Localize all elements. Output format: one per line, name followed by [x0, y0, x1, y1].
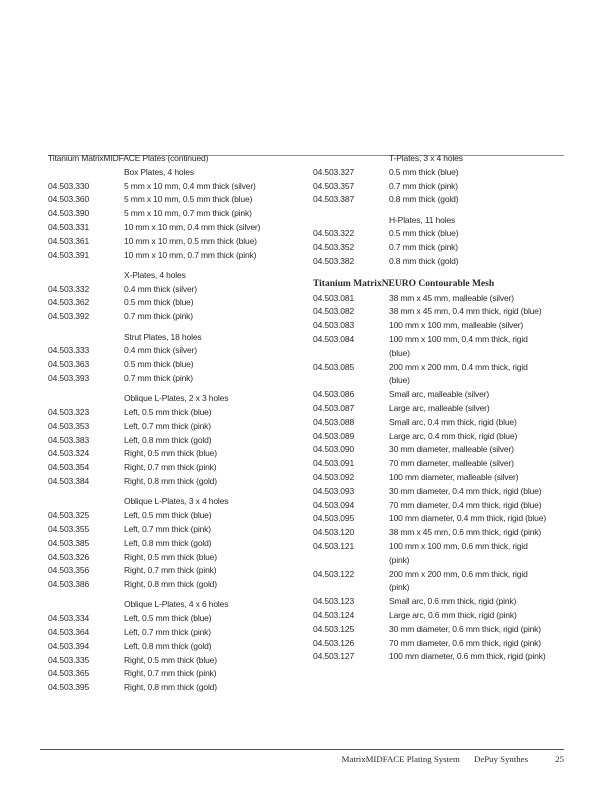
part-number: 04.503.387 [313, 194, 355, 205]
part-description [389, 193, 564, 207]
part-description-line2: (blue) [389, 347, 410, 358]
catalog-row [313, 292, 564, 306]
part-number: 04.503.385 [48, 537, 90, 548]
part-description [389, 416, 564, 430]
part-number: 04.503.323 [48, 407, 90, 418]
catalog-row [313, 388, 564, 402]
part-description [124, 461, 304, 475]
part-description [124, 310, 304, 324]
catalog-row [48, 296, 304, 310]
group-rows [48, 283, 304, 324]
part-description-line1: Right, 0.8 mm thick (gold) [124, 579, 217, 590]
catalog-row [313, 540, 564, 568]
part-number: 04.503.390 [48, 208, 90, 219]
part-number: 04.503.331 [48, 221, 90, 232]
part-description-line1: 0.4 mm thick (silver) [124, 283, 197, 294]
part-description-line1: 100 mm x 100 mm, 0.6 mm thick, rigid [389, 541, 528, 552]
part-number: 04.503.083 [313, 320, 355, 331]
part-number: 04.503.386 [48, 579, 90, 590]
group-rows [48, 612, 304, 695]
part-number: 04.503.127 [313, 651, 355, 662]
part-number: 04.503.126 [313, 637, 355, 648]
group-subtitle: Oblique L-Plates, 4 x 6 holes [124, 599, 229, 610]
part-description [124, 654, 304, 668]
part-description [389, 292, 564, 306]
part-number: 04.503.353 [48, 420, 90, 431]
catalog-row [313, 457, 564, 471]
part-description [389, 305, 564, 319]
part-description-line1: 5 mm x 10 mm, 0.4 mm thick (silver) [124, 180, 256, 191]
product-group [48, 166, 304, 263]
part-description-line1: 0.5 mm thick (blue) [389, 166, 459, 177]
part-number: 04.503.124 [313, 610, 355, 620]
part-description-line1: 200 mm x 200 mm, 0.6 mm thick, rigid [389, 568, 528, 579]
part-description [389, 388, 564, 402]
part-description [124, 372, 304, 386]
part-description-line1: Large arc, malleable (silver) [389, 403, 490, 414]
part-number: 04.503.362 [48, 297, 90, 308]
group-subtitle: Oblique L-Plates, 2 x 3 holes [124, 393, 229, 404]
part-description-line1: 200 mm x 200 mm, 0.4 mm thick, rigid [389, 361, 528, 372]
group-rows [48, 406, 304, 489]
part-description [389, 166, 564, 180]
part-number: 04.503.092 [313, 472, 355, 483]
catalog-row [48, 180, 304, 194]
part-description-line1: Right, 0.5 mm thick (blue) [124, 448, 217, 459]
part-number: 04.503.325 [48, 510, 90, 521]
part-number: 04.503.093 [313, 485, 355, 496]
catalog-row [48, 564, 304, 578]
part-description-line1: Right, 0.7 mm thick (pink) [124, 462, 217, 473]
part-description-line1: 0.4 mm thick (silver) [124, 345, 197, 356]
catalog-row [48, 344, 304, 358]
part-description-line1: Left, 0.8 mm thick (gold) [124, 640, 212, 651]
catalog-row [48, 612, 304, 626]
catalog-row [48, 681, 304, 695]
catalog-row [313, 595, 564, 609]
catalog-row [48, 249, 304, 263]
part-description-line1: 0.5 mm thick (blue) [124, 359, 194, 370]
part-description-line1: Small arc, malleable (silver) [389, 389, 490, 400]
part-description [124, 344, 304, 358]
catalog-row [48, 551, 304, 565]
footer-product-name: MatrixMIDFACE Plating System [341, 754, 460, 764]
catalog-row [48, 221, 304, 235]
part-number: 04.503.327 [313, 166, 355, 177]
part-description [389, 526, 564, 540]
catalog-row [48, 434, 304, 448]
product-group [48, 331, 304, 386]
catalog-row [313, 180, 564, 194]
part-description-line1: 30 mm diameter, 0.6 mm thick, rigid (pink) [389, 623, 541, 634]
part-number: 04.503.091 [313, 458, 355, 469]
part-number: 04.503.094 [313, 499, 355, 510]
catalog-row [48, 310, 304, 324]
part-number: 04.503.088 [313, 416, 355, 427]
part-description-line1: Left, 0.8 mm thick (gold) [124, 434, 212, 445]
catalog-row [48, 578, 304, 592]
page-footer [342, 754, 564, 764]
part-number: 04.503.384 [48, 476, 90, 487]
part-number: 04.503.081 [313, 292, 355, 303]
group-subtitle: Strut Plates, 18 holes [124, 331, 202, 342]
part-description [389, 540, 564, 568]
part-description [124, 640, 304, 654]
catalog-row [48, 358, 304, 372]
product-group [313, 152, 564, 207]
group-rows [313, 227, 564, 268]
part-description-line1: 38 mm x 45 mm, 0.4 mm thick, rigid (blue) [389, 306, 542, 317]
catalog-row [48, 235, 304, 249]
catalog-row [313, 471, 564, 485]
catalog-row [313, 512, 564, 526]
part-number: 04.503.122 [313, 568, 355, 579]
part-description [124, 249, 304, 263]
part-number: 04.503.089 [313, 430, 355, 441]
part-description [389, 361, 564, 389]
catalog-row [48, 420, 304, 434]
part-description-line2: (pink) [389, 582, 410, 593]
catalog-row [313, 416, 564, 430]
part-description-line1: 0.7 mm thick (pink) [124, 372, 193, 383]
part-number: 04.503.363 [48, 359, 90, 370]
part-description [389, 568, 564, 596]
catalog-row [313, 443, 564, 457]
part-number: 04.503.095 [313, 513, 355, 524]
part-number: 04.503.356 [48, 565, 90, 576]
right-column-plate-groups [313, 152, 564, 269]
part-description-line1: 10 mm x 10 mm, 0.4 mm thick (silver) [124, 221, 261, 232]
part-description-line1: 0.7 mm thick (pink) [124, 311, 193, 322]
catalog-row [48, 283, 304, 297]
catalog-row [48, 406, 304, 420]
part-description-line1: 70 mm diameter, malleable (silver) [389, 458, 514, 469]
part-number: 04.503.392 [48, 311, 90, 322]
part-description-line1: Small arc, 0.6 mm thick, rigid (pink) [389, 596, 517, 607]
part-number: 04.503.332 [48, 283, 90, 294]
group-rows [48, 344, 304, 385]
part-number: 04.503.326 [48, 551, 90, 562]
mesh-rows [313, 292, 564, 665]
group-subtitle: T-Plates, 3 x 4 holes [389, 153, 463, 163]
part-description [389, 609, 564, 623]
part-description-line1: 10 mm x 10 mm, 0.5 mm thick (blue) [124, 235, 257, 246]
part-number: 04.503.382 [313, 256, 355, 267]
catalog-row [313, 361, 564, 389]
part-description [389, 255, 564, 269]
part-description [389, 430, 564, 444]
part-description [124, 180, 304, 194]
part-description [124, 434, 304, 448]
catalog-row [48, 193, 304, 207]
part-description [124, 626, 304, 640]
catalog-row [48, 626, 304, 640]
part-description-line1: Large arc, 0.6 mm thick, rigid (pink) [389, 610, 517, 620]
part-description [389, 319, 564, 333]
part-number: 04.503.333 [48, 345, 90, 356]
part-number: 04.503.361 [48, 235, 90, 246]
part-description [124, 358, 304, 372]
part-number: 04.503.335 [48, 654, 90, 665]
part-number: 04.503.355 [48, 523, 90, 534]
part-number: 04.503.364 [48, 627, 90, 637]
part-description-line1: 0.7 mm thick (pink) [389, 180, 458, 191]
group-rows [313, 166, 564, 207]
part-number: 04.503.393 [48, 372, 90, 383]
part-description-line1: 30 mm diameter, 0.4 mm thick, rigid (blue) [389, 485, 542, 496]
catalog-row [48, 523, 304, 537]
part-description-line1: Left, 0.5 mm thick (blue) [124, 613, 212, 624]
part-number: 04.503.395 [48, 682, 90, 693]
footer-brand-name: DePuy Synthes [473, 754, 528, 764]
part-description-line2: (pink) [389, 554, 410, 565]
part-number: 04.503.090 [313, 444, 355, 455]
part-description [124, 509, 304, 523]
right-column [313, 152, 564, 664]
part-description [124, 667, 304, 681]
part-description-line1: 70 mm diameter, 0.4 mm thick, rigid (blue) [389, 499, 542, 510]
part-description [389, 623, 564, 637]
part-description-line1: Small arc, 0.4 mm thick, rigid (blue) [389, 416, 517, 427]
part-description-line1: 100 mm diameter, 0.4 mm thick, rigid (blue) [389, 513, 546, 524]
footer-page-number: 25 [555, 754, 564, 764]
part-number: 04.503.360 [48, 194, 90, 205]
part-description [389, 637, 564, 651]
catalog-row [313, 305, 564, 319]
part-number: 04.503.330 [48, 180, 90, 191]
part-description-line1: 0.5 mm thick (blue) [389, 228, 459, 239]
catalog-row [48, 509, 304, 523]
part-description-line1: Right, 0.8 mm thick (gold) [124, 476, 217, 487]
part-description [124, 235, 304, 249]
part-description-line1: Left, 0.5 mm thick (blue) [124, 407, 212, 418]
catalog-row [48, 207, 304, 221]
group-subtitle: X-Plates, 4 holes [124, 269, 186, 280]
part-number: 04.503.120 [313, 527, 355, 538]
part-description [124, 537, 304, 551]
part-description [389, 241, 564, 255]
product-group [48, 392, 304, 489]
catalog-row [48, 537, 304, 551]
catalog-row [48, 461, 304, 475]
part-description [124, 564, 304, 578]
section-title-neuro-mesh: Titanium MatrixNEURO Contourable Mesh [313, 278, 495, 289]
part-number: 04.503.123 [313, 596, 355, 607]
part-description-line1: 70 mm diameter, 0.6 mm thick, rigid (pink) [389, 637, 541, 648]
part-description [124, 193, 304, 207]
catalog-row [48, 475, 304, 489]
part-description [389, 595, 564, 609]
part-description [124, 207, 304, 221]
part-description-line1: Right, 0.5 mm thick (blue) [124, 654, 217, 665]
part-description-line1: Left, 0.8 mm thick (gold) [124, 537, 212, 548]
part-description-line1: Right, 0.7 mm thick (pink) [124, 565, 217, 576]
catalog-row [313, 485, 564, 499]
catalog-row [313, 637, 564, 651]
part-description [124, 296, 304, 310]
catalog-row [313, 650, 564, 664]
part-description [389, 180, 564, 194]
part-description-line1: Right, 0.7 mm thick (pink) [124, 668, 217, 679]
part-number: 04.503.087 [313, 403, 355, 414]
part-number: 04.503.352 [313, 242, 355, 253]
part-description [389, 402, 564, 416]
part-number: 04.503.365 [48, 668, 90, 679]
part-description-line1: 100 mm x 100 mm, 0.4 mm thick, rigid [389, 334, 528, 345]
part-description [124, 447, 304, 461]
part-description-line1: 0.8 mm thick (gold) [389, 256, 459, 267]
part-number: 04.503.391 [48, 249, 90, 260]
part-number: 04.503.086 [313, 389, 355, 400]
group-rows [48, 509, 304, 592]
part-description [124, 681, 304, 695]
part-description-line1: Left, 0.7 mm thick (pink) [124, 420, 211, 431]
group-subtitle: Oblique L-Plates, 3 x 4 holes [124, 496, 229, 507]
part-description [389, 333, 564, 361]
part-description [389, 650, 564, 664]
part-description [124, 523, 304, 537]
catalog-row [313, 623, 564, 637]
part-description [124, 406, 304, 420]
part-description [124, 221, 304, 235]
part-description-line2: (blue) [389, 375, 410, 386]
catalog-row [313, 166, 564, 180]
catalog-row [313, 526, 564, 540]
part-description-line1: 0.5 mm thick (blue) [124, 297, 194, 308]
catalog-row [48, 654, 304, 668]
part-number: 04.503.082 [313, 306, 355, 317]
catalog-row [313, 319, 564, 333]
catalog-row [313, 241, 564, 255]
catalog-row [48, 372, 304, 386]
part-description-line1: Right, 0.5 mm thick (blue) [124, 551, 217, 562]
part-description-line1: 38 mm x 45 mm, malleable (silver) [389, 292, 514, 303]
group-subtitle: H-Plates, 11 holes [389, 214, 456, 225]
part-number: 04.503.334 [48, 613, 90, 624]
part-description [389, 443, 564, 457]
part-description [389, 471, 564, 485]
catalog-row [313, 568, 564, 596]
product-group [48, 598, 304, 695]
catalog-row [313, 402, 564, 416]
section-title-midface: Titanium MatrixMIDFACE Plates (continued) [48, 153, 209, 163]
catalog-row [313, 609, 564, 623]
product-group [313, 214, 564, 269]
part-description [389, 499, 564, 513]
group-subtitle: Box Plates, 4 holes [124, 166, 194, 177]
part-description-line1: 100 mm diameter, malleable (silver) [389, 472, 519, 483]
part-description [124, 551, 304, 565]
part-description-line1: 5 mm x 10 mm, 0.7 mm thick (pink) [124, 208, 252, 219]
part-description-line1: 5 mm x 10 mm, 0.5 mm thick (blue) [124, 194, 253, 205]
part-description [124, 612, 304, 626]
left-column [48, 152, 304, 695]
catalog-row [313, 193, 564, 207]
catalog-row [48, 667, 304, 681]
part-number: 04.503.394 [48, 640, 90, 651]
part-description-line1: 38 mm x 45 mm, 0.6 mm thick, rigid (pink) [389, 527, 542, 538]
part-description [389, 457, 564, 471]
catalog-row [313, 430, 564, 444]
part-description [124, 578, 304, 592]
part-description [389, 227, 564, 241]
catalog-row [313, 255, 564, 269]
part-description [124, 420, 304, 434]
part-description-line1: 100 mm diameter, 0.6 mm thick, rigid (pink) [389, 651, 546, 662]
part-number: 04.503.324 [48, 448, 90, 459]
catalog-row [313, 499, 564, 513]
part-number: 04.503.085 [313, 361, 355, 372]
part-description [124, 475, 304, 489]
part-number: 04.503.354 [48, 462, 90, 473]
part-description-line1: Right, 0.8 mm thick (gold) [124, 682, 217, 693]
part-number: 04.503.322 [313, 228, 355, 239]
part-number: 04.503.357 [313, 180, 355, 191]
product-group [48, 495, 304, 592]
part-description-line1: 30 mm diameter, malleable (silver) [389, 444, 514, 455]
catalog-row [313, 333, 564, 361]
part-description-line1: Left, 0.7 mm thick (pink) [124, 627, 211, 637]
footer-rule [40, 749, 564, 750]
part-description [389, 485, 564, 499]
part-description-line1: Large arc, 0.4 mm thick, rigid (blue) [389, 430, 518, 441]
part-description-line1: 0.7 mm thick (pink) [389, 242, 458, 253]
group-rows [48, 180, 304, 263]
catalog-row [48, 640, 304, 654]
catalog-row [313, 227, 564, 241]
product-group [48, 269, 304, 324]
part-description [389, 512, 564, 526]
part-description-line1: Left, 0.7 mm thick (pink) [124, 523, 211, 534]
part-description-line1: 100 mm x 100 mm, malleable (silver) [389, 320, 524, 331]
left-column-groups [48, 166, 304, 695]
mesh-section [313, 278, 564, 664]
part-description-line1: 10 mm x 10 mm, 0.7 mm thick (pink) [124, 249, 257, 260]
part-number: 04.503.383 [48, 434, 90, 445]
part-description [124, 283, 304, 297]
part-description-line1: Left, 0.5 mm thick (blue) [124, 510, 212, 521]
part-number: 04.503.125 [313, 623, 355, 634]
part-number: 04.503.084 [313, 334, 355, 345]
part-description-line1: 0.8 mm thick (gold) [389, 194, 459, 205]
part-number: 04.503.121 [313, 541, 355, 552]
catalog-row [48, 447, 304, 461]
